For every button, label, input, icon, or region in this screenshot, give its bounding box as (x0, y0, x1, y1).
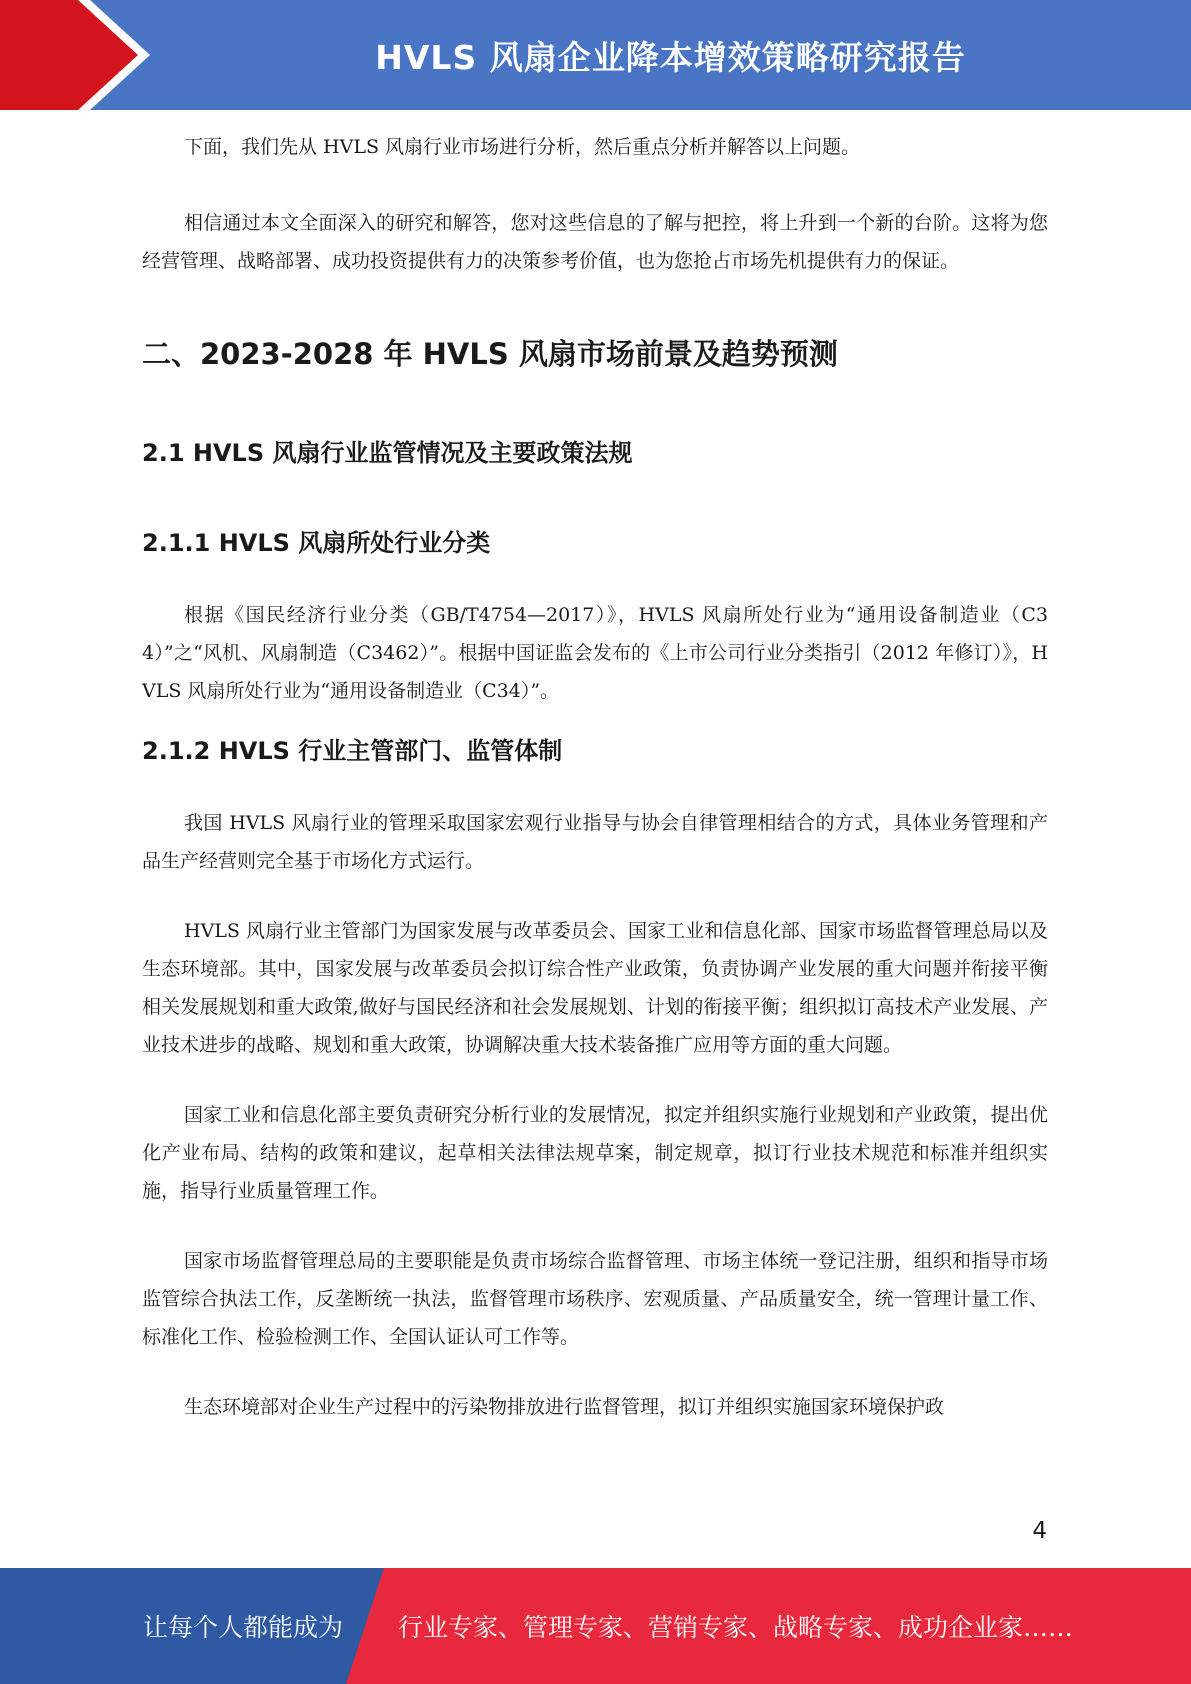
classification-paragraph: 根据《国民经济行业分类（GB/T4754—2017）》，HVLS 风扇所处行业为“通用设备制造业（C34）”之“风机、风扇制造（C3462）”。根据中国证监会发布的《上市公司行业分类指引（2012 年修订）》，HVLS 风扇所处行业为“通用设备制造业（C34）”。 (142, 604, 1048, 702)
section-heading-2: 二、2023-2028 年 HVLS 风扇市场前景及趋势预测 (142, 337, 838, 371)
regulation-paragraph-3: 国家工业和信息化部主要负责研究分析行业的发展情况，拟定并组织实施行业规划和产业政策，提出优化产业布局、结构的政策和建议，起草相关法律法规草案，制定规章，拟订行业技术规范和标准并组织实施，指导行业质量管理工作。 (142, 1104, 1048, 1202)
page-header (0, 0, 1191, 110)
regulation-paragraph-4: 国家市场监督管理总局的主要职能是负责市场综合监督管理、市场主体统一登记注册，组织和指导市场监管综合执法工作，反垄断统一执法，监督管理市场秩序、宏观质量、产品质量安全，统一管理计量工作、标准化工作、检验检测工作、全国认证认可工作等。 (142, 1250, 1048, 1348)
section-heading-2-1-2: 2.1.2 HVLS 行业主管部门、监管体制 (142, 737, 563, 765)
regulation-paragraph-1: 我国 HVLS 风扇行业的管理采取国家宏观行业指导与协会自律管理相结合的方式，具体业务管理和产品生产经营则完全基于市场化方式运行。 (142, 812, 1048, 872)
page-footer (0, 1568, 1191, 1684)
section-heading-2-1: 2.1 HVLS 风扇行业监管情况及主要政策法规 (142, 439, 633, 467)
section-heading-2-1-1: 2.1.1 HVLS 风扇所处行业分类 (142, 529, 491, 557)
page-number: 4 (1032, 1518, 1047, 1544)
header-arrow-graphic (0, 0, 160, 110)
regulation-paragraph-2: HVLS 风扇行业主管部门为国家发展与改革委员会、国家工业和信息化部、国家市场监督管理总局以及生态环境部。其中，国家发展与改革委员会拟订综合性产业政策，负责协调产业发展的重大问题并衔接平衡相关发展规划和重大政策,做好与国民经济和社会发展规划、计划的衔接平衡；组织拟订高技术产业发展、产业技术进步的战略、规划和重大政策，协调解决重大技术装备推广应用等方面的重大问题。 (142, 920, 1048, 1056)
report-title: HVLS 风扇企业降本增效策略研究报告 (375, 37, 966, 77)
intro-paragraph-1: 下面，我们先从 HVLS 风扇行业市场进行分析，然后重点分析并解答以上问题。 (184, 136, 861, 158)
footer-slogan-right: 行业专家、管理专家、营销专家、战略专家、成功企业家…… (398, 1613, 1074, 1642)
footer-slogan-left: 让每个人都能成为 (143, 1613, 344, 1642)
page-body (142, 128, 1048, 1426)
intro-paragraph-2: 相信通过本文全面深入的研究和解答，您对这些信息的了解与把控，将上升到一个新的台阶。这将为您经营管理、战略部署、成功投资提供有力的决策参考价值，也为您抢占市场先机提供有力的保证。 (142, 212, 1048, 272)
regulation-paragraph-5: 生态环境部对企业生产过程中的污染物排放进行监督管理，拟订并组织实施国家环境保护政 (184, 1396, 945, 1418)
